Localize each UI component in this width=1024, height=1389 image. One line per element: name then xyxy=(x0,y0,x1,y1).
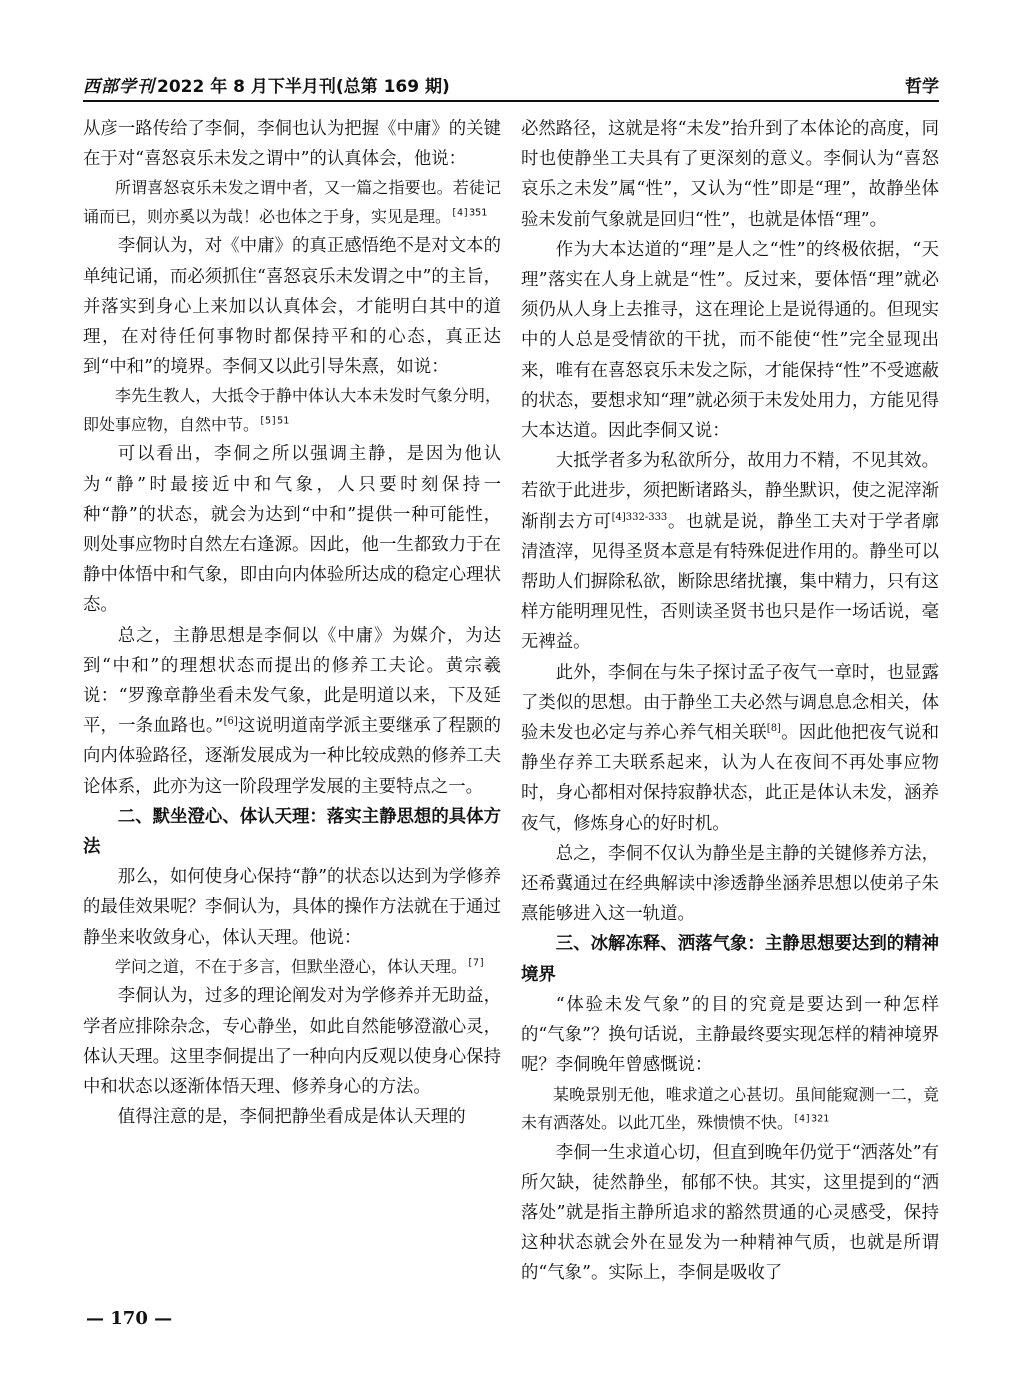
issue-info: 2022 年 8 月下半月刊(总第 169 期) xyxy=(157,77,450,97)
paragraph: “体验未发气象”的目的究竟是要达到一种怎样的“气象”？换句话说，主静最终要实现怎样的精神境界呢？李侗晚年曾感慨说： xyxy=(521,994,939,1076)
citation: [5]51 xyxy=(259,415,290,427)
paragraph: 总之，李侗不仅认为静坐是主静的关键修养方法，还希冀通过在经典解读中渗透静坐涵养思想以使弟子朱熹能够进入这一轨道。 xyxy=(521,843,939,925)
paragraph: 作为大本达道的“理”是人之“性”的终极依据，“天理”落实在人身上就是“性”。反过来，要体悟“理”就必须仍从人身上去推寻，这在理论上是说得通的。但现实中的人总是受情欲的干扰，而不能使“性”完全显现出来，唯有在喜怒哀乐未发之际，才能保持“性”不受遮蔽的状态，要想求知“理”就必须于未发处用力，方能见得大本达道。因此李侗又说： xyxy=(521,239,939,442)
section-heading: 二、默坐澄心、体认天理：落实主静思想的具体方法 xyxy=(83,806,501,858)
paragraph xyxy=(83,621,501,802)
quote-text: 李先生教人，大抵令于静中体认大本未发时气象分明，即处事应物，自然中节。 xyxy=(83,386,501,434)
citation: [7] xyxy=(467,957,486,969)
citation: [6] xyxy=(223,716,238,728)
citation: [4]332-333 xyxy=(611,511,668,523)
citation: [8] xyxy=(766,723,781,735)
paragraph-text: 。因此他把夜气说和静坐存养工夫联系起来，认为人在夜间不再处事应物时，身心都相对保持寂静状态，此正是体认未发，涵养夜气，修炼身心的好时机。 xyxy=(521,723,939,834)
paragraph: 可以看出，李侗之所以强调主静，是因为他认为“静”时最接近中和气象，人只要时刻保持一种“静”的状态，就会为达到“中和”提供一种可能性，则处事应物时自然左右逢源。因此，他一生都致力于在静中体悟中和气象，即由向内体验所达成的稳定心理状态。 xyxy=(83,444,501,616)
paragraph: 那么，如何使身心保持“静”的状态以达到为学修养的最佳效果呢？李侗认为，具体的操作方法就在于通过静坐来收敛身心，体认天理。他说： xyxy=(83,867,501,948)
paragraph: 李侗认为，过多的理论阐发对为学修养并无助益，学者应排除杂念，专心静坐，如此自然能够澄澈心灵，体认天理。这里李侗提出了一种向内反观以使身心保持中和状态以逐渐体悟天理、修养身心的方法。 xyxy=(83,986,501,1097)
quote-text: 学问之道，不在于多言，但默坐澄心，体认天理。 xyxy=(115,956,468,976)
paragraph: 李侗认为，对《中庸》的真正感悟绝不是对文本的单纯记诵，而必须抓住“喜怒哀乐未发谓之中”的主旨，并落实到身心上来加以认真体会，才能明白其中的道理，在对待任何事物时都保持平和的心态，真正达到“中和”的境界。李侗又以此引导朱熹，如说： xyxy=(83,236,501,378)
citation: [4]321 xyxy=(793,1113,830,1125)
journal-logo: 西部学刊 xyxy=(83,77,155,97)
journal-title xyxy=(83,72,450,97)
quote-text: 某晚景别无他，唯求道之心甚切。虽间能窥测一二，竟未有洒落处。以此兀坐，殊愦愦不快。 xyxy=(521,1084,939,1132)
paragraph-text: 此外，李侗在与朱子探讨孟子夜气一章时，也显露了类似的思想。由于静坐工夫必然与调息息念相关，体验未发也必定与养心养气相关联 xyxy=(521,662,939,744)
paragraph-text: 这说明道南学派主要继承了程颢的向内体验路径，逐渐发展成为一种比较成熟的修养工夫论体系，此亦为这一阶段理学发展的主要特点之一。 xyxy=(83,716,501,797)
paragraph: 必然路径，这就是将“未发”抬升到了本体论的高度，同时也使静坐工夫具有了更深刻的意义。李侗认为“喜怒哀乐之未发”属“性”，又认为“性”即是“理”，故静坐体验未发前气象就是回归“性”，也就是体悟“理”。 xyxy=(521,119,939,230)
block-quote xyxy=(83,382,501,439)
section-heading: 三、冰解冻释、洒落气象：主静思想要达到的精神境界 xyxy=(521,934,939,985)
paragraph-text: 总之，主静思想是李侗以《中庸》为媒介，为达到“中和”的理想状态而提出的修养工夫论。黄宗羲说：“罗豫章静坐看未发气象，此是明道以来，下及延平，一条血路也。” xyxy=(83,625,501,737)
quote-text: 所谓喜怒哀乐未发之谓中者，又一篇之指要也。若徒记诵而已，则亦奚以为哉！必也体之于身，实见是理。 xyxy=(83,178,501,226)
running-header xyxy=(83,70,939,102)
section-label: 哲学 xyxy=(905,77,939,97)
block-quote xyxy=(83,953,501,982)
paragraph xyxy=(521,446,939,657)
citation: [4]351 xyxy=(451,207,488,219)
paragraph xyxy=(521,658,939,839)
paragraph: 李侗一生求道心切，但直到晚年仍觉于“洒落处”有所欠缺，徒然静坐，郁郁不快。其实，这里提到的“洒落处”就是指主静所追求的豁然贯通的心灵感受，保持这种状态就会外在显发为一种精神气质，也就是所谓的“气象”。实际上，李侗是吸收了 xyxy=(521,1142,939,1284)
paragraph-text: 。也就是说，静坐工夫对于学者廓清渣滓，见得圣贤本意是有特殊促进作用的。静坐可以帮助人们摒除私欲，断除思绪扰攘，集中精力，只有这样方能明理见性，否则读圣贤书也只是作一场话说，毫无裨益。 xyxy=(521,511,939,653)
paragraph: 值得注意的是，李侗把静坐看成是体认天理的 xyxy=(117,1107,466,1128)
paragraph-text: 大抵学者多为私欲所分，故用力不精，不见其效。若欲于此进步，须把断诸路头，静坐默识，使之泥滓渐渐削去方可 xyxy=(521,451,939,532)
right-column xyxy=(521,114,939,1289)
paragraph: 从彦一路传给了李侗，李侗也认为把握《中庸》的关键在于对“喜怒哀乐未发之谓中”的认真体会，他说： xyxy=(83,119,501,170)
block-quote xyxy=(521,1081,939,1138)
block-quote xyxy=(83,174,501,231)
page-number: — 170 — xyxy=(86,1308,173,1329)
left-column xyxy=(83,114,501,1132)
